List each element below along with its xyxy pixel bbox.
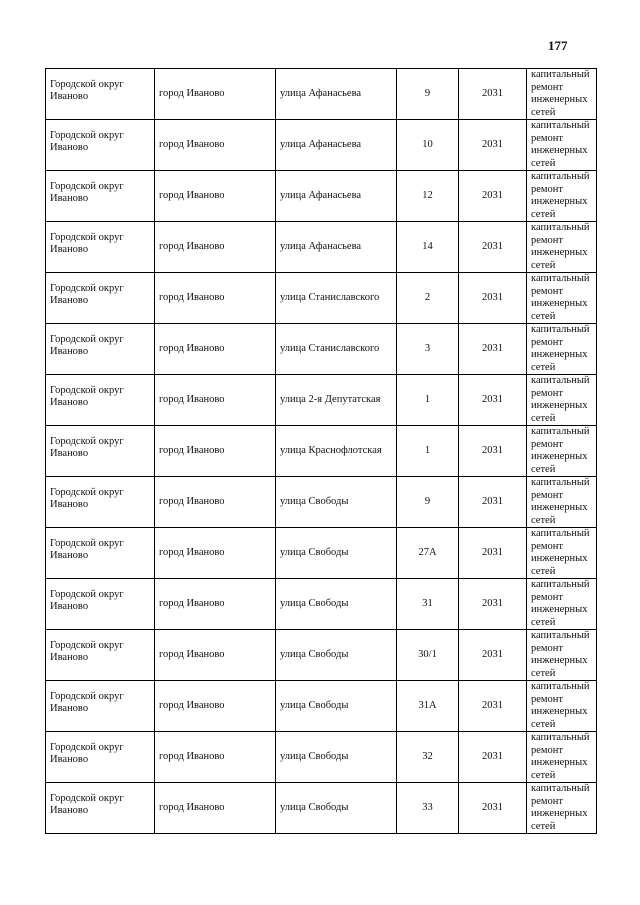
work-type-cell [527, 273, 597, 324]
municipality-cell [46, 528, 155, 579]
settlement-cell-text: город Иваново [159, 546, 225, 558]
municipality-cell-text: Городской округ Иваново [50, 333, 124, 357]
table-row [46, 579, 597, 630]
house-number-cell-text: 9 [424, 495, 431, 507]
table-row [46, 477, 597, 528]
house-number-cell [397, 324, 459, 375]
street-cell-text: улица Краснофлотская [280, 444, 382, 456]
street-cell [276, 69, 397, 120]
work-type-cell-text: капитальный ремонт инженерных сетей [531, 783, 590, 832]
settlement-cell [155, 528, 276, 579]
street-cell [276, 630, 397, 681]
municipality-cell-text: Городской округ Иваново [50, 792, 124, 816]
settlement-cell-text: город Иваново [159, 240, 225, 252]
settlement-cell-text: город Иваново [159, 648, 225, 660]
work-type-cell-text: капитальный ремонт инженерных сетей [531, 681, 590, 730]
year-cell-text: 2031 [482, 648, 503, 660]
table-row [46, 120, 597, 171]
year-cell-text: 2031 [482, 750, 503, 762]
work-type-cell-text: капитальный ремонт инженерных сетей [531, 477, 590, 526]
table-row [46, 732, 597, 783]
table-row [46, 171, 597, 222]
year-cell [459, 528, 527, 579]
table-row [46, 69, 597, 120]
house-number-cell-text: 14 [422, 240, 433, 252]
house-number-cell-text: 1 [424, 444, 431, 456]
work-type-cell-text: капитальный ремонт инженерных сетей [531, 324, 590, 373]
table-row [46, 375, 597, 426]
settlement-cell [155, 681, 276, 732]
work-type-cell-text: капитальный ремонт инженерных сетей [531, 426, 590, 475]
year-cell-text: 2031 [482, 138, 503, 150]
street-cell-text: улица Свободы [280, 801, 349, 813]
street-cell [276, 528, 397, 579]
work-type-cell [527, 528, 597, 579]
work-type-cell-text: капитальный ремонт инженерных сетей [531, 375, 590, 424]
house-number-cell-text: 10 [422, 138, 433, 150]
work-type-cell-text: капитальный ремонт инженерных сетей [531, 171, 590, 220]
settlement-cell-text: город Иваново [159, 393, 225, 405]
street-cell [276, 222, 397, 273]
table-row [46, 426, 597, 477]
settlement-cell [155, 783, 276, 834]
settlement-cell [155, 477, 276, 528]
work-type-cell-text: капитальный ремонт инженерных сетей [531, 273, 590, 322]
house-number-cell-text: 3 [424, 342, 431, 354]
settlement-cell-text: город Иваново [159, 495, 225, 507]
street-cell [276, 171, 397, 222]
street-cell-text: улица Свободы [280, 750, 349, 762]
municipality-cell [46, 732, 155, 783]
work-type-cell-text: капитальный ремонт инженерных сетей [531, 579, 590, 628]
house-number-cell [397, 426, 459, 477]
year-cell [459, 732, 527, 783]
settlement-cell [155, 630, 276, 681]
year-cell [459, 630, 527, 681]
street-cell-text: улица Афанасьева [280, 138, 362, 150]
year-cell [459, 477, 527, 528]
work-type-cell [527, 222, 597, 273]
work-type-cell [527, 69, 597, 120]
page-number: 177 [548, 38, 568, 53]
municipality-cell [46, 69, 155, 120]
street-cell-text: улица Афанасьева [280, 240, 362, 252]
street-cell-text: улица Свободы [280, 546, 349, 558]
year-cell-text: 2031 [482, 87, 503, 99]
street-cell [276, 273, 397, 324]
street-cell-text: улица Свободы [280, 495, 349, 507]
work-type-cell [527, 171, 597, 222]
municipality-cell-text: Городской округ Иваново [50, 282, 124, 306]
municipality-cell-text: Городской округ Иваново [50, 231, 124, 255]
municipality-cell [46, 783, 155, 834]
house-number-cell-text: 12 [422, 189, 433, 201]
year-cell-text: 2031 [482, 699, 503, 711]
table-row [46, 681, 597, 732]
house-number-cell-text: 31А [418, 699, 437, 711]
municipality-cell [46, 324, 155, 375]
work-type-cell [527, 732, 597, 783]
house-number-cell-text: 27А [418, 546, 437, 558]
table-row [46, 324, 597, 375]
house-number-cell-text: 30/1 [418, 648, 437, 660]
municipality-cell [46, 579, 155, 630]
municipality-cell-text: Городской округ Иваново [50, 180, 124, 204]
house-number-cell [397, 783, 459, 834]
table-body [46, 69, 597, 834]
house-number-cell-text: 32 [422, 750, 433, 762]
repair-schedule-table [45, 68, 597, 834]
work-type-cell [527, 426, 597, 477]
street-cell [276, 579, 397, 630]
house-number-cell-text: 1 [424, 393, 431, 405]
year-cell-text: 2031 [482, 801, 503, 813]
house-number-cell [397, 579, 459, 630]
year-cell [459, 324, 527, 375]
house-number-cell [397, 171, 459, 222]
municipality-cell [46, 375, 155, 426]
settlement-cell [155, 579, 276, 630]
municipality-cell-text: Городской округ Иваново [50, 690, 124, 714]
work-type-cell-text: капитальный ремонт инженерных сетей [531, 528, 590, 577]
municipality-cell [46, 477, 155, 528]
work-type-cell-text: капитальный ремонт инженерных сетей [531, 630, 590, 679]
year-cell [459, 120, 527, 171]
year-cell-text: 2031 [482, 189, 503, 201]
house-number-cell [397, 222, 459, 273]
year-cell [459, 222, 527, 273]
year-cell-text: 2031 [482, 393, 503, 405]
work-type-cell [527, 630, 597, 681]
settlement-cell [155, 120, 276, 171]
street-cell-text: улица Афанасьева [280, 189, 362, 201]
settlement-cell [155, 273, 276, 324]
settlement-cell-text: город Иваново [159, 87, 225, 99]
settlement-cell-text: город Иваново [159, 291, 225, 303]
settlement-cell [155, 375, 276, 426]
settlement-cell [155, 222, 276, 273]
municipality-cell [46, 426, 155, 477]
house-number-cell [397, 69, 459, 120]
street-cell [276, 120, 397, 171]
street-cell [276, 375, 397, 426]
street-cell-text: улица Свободы [280, 699, 349, 711]
house-number-cell [397, 732, 459, 783]
municipality-cell-text: Городской округ Иваново [50, 537, 124, 561]
work-type-cell-text: капитальный ремонт инженерных сетей [531, 222, 590, 271]
house-number-cell-text: 31 [422, 597, 433, 609]
settlement-cell [155, 171, 276, 222]
municipality-cell-text: Городской округ Иваново [50, 639, 124, 663]
street-cell-text: улица Свободы [280, 648, 349, 660]
year-cell [459, 783, 527, 834]
street-cell [276, 426, 397, 477]
house-number-cell [397, 477, 459, 528]
work-type-cell [527, 324, 597, 375]
settlement-cell-text: город Иваново [159, 699, 225, 711]
work-type-cell-text: капитальный ремонт инженерных сетей [531, 732, 590, 781]
settlement-cell-text: город Иваново [159, 342, 225, 354]
year-cell [459, 579, 527, 630]
table-row [46, 783, 597, 834]
settlement-cell [155, 69, 276, 120]
municipality-cell [46, 120, 155, 171]
table-row [46, 273, 597, 324]
street-cell-text: улица Станиславского [280, 342, 380, 354]
year-cell-text: 2031 [482, 495, 503, 507]
street-cell-text: улица Афанасьева [280, 87, 362, 99]
house-number-cell [397, 528, 459, 579]
work-type-cell [527, 120, 597, 171]
work-type-cell [527, 579, 597, 630]
municipality-cell [46, 273, 155, 324]
municipality-cell-text: Городской округ Иваново [50, 588, 124, 612]
house-number-cell-text: 33 [422, 801, 433, 813]
table-row [46, 222, 597, 273]
settlement-cell-text: город Иваново [159, 444, 225, 456]
street-cell [276, 681, 397, 732]
work-type-cell [527, 375, 597, 426]
municipality-cell [46, 630, 155, 681]
work-type-cell [527, 783, 597, 834]
settlement-cell-text: город Иваново [159, 801, 225, 813]
municipality-cell [46, 222, 155, 273]
street-cell-text: улица 2-я Депутатская [280, 393, 381, 405]
house-number-cell-text: 9 [424, 87, 431, 99]
work-type-cell [527, 477, 597, 528]
municipality-cell [46, 171, 155, 222]
year-cell-text: 2031 [482, 240, 503, 252]
house-number-cell [397, 375, 459, 426]
table-row [46, 528, 597, 579]
work-type-cell [527, 681, 597, 732]
year-cell-text: 2031 [482, 342, 503, 354]
year-cell [459, 426, 527, 477]
year-cell [459, 69, 527, 120]
municipality-cell-text: Городской округ Иваново [50, 435, 124, 459]
year-cell [459, 171, 527, 222]
municipality-cell-text: Городской округ Иваново [50, 384, 124, 408]
street-cell [276, 783, 397, 834]
year-cell [459, 681, 527, 732]
settlement-cell-text: город Иваново [159, 750, 225, 762]
year-cell-text: 2031 [482, 291, 503, 303]
year-cell-text: 2031 [482, 444, 503, 456]
work-type-cell-text: капитальный ремонт инженерных сетей [531, 69, 590, 118]
year-cell [459, 273, 527, 324]
street-cell [276, 477, 397, 528]
year-cell-text: 2031 [482, 597, 503, 609]
settlement-cell [155, 732, 276, 783]
year-cell [459, 375, 527, 426]
settlement-cell-text: город Иваново [159, 597, 225, 609]
house-number-cell-text: 2 [424, 291, 431, 303]
settlement-cell [155, 324, 276, 375]
municipality-cell-text: Городской округ Иваново [50, 78, 124, 102]
house-number-cell [397, 120, 459, 171]
house-number-cell [397, 630, 459, 681]
settlement-cell-text: город Иваново [159, 189, 225, 201]
street-cell [276, 732, 397, 783]
municipality-cell-text: Городской округ Иваново [50, 486, 124, 510]
year-cell-text: 2031 [482, 546, 503, 558]
street-cell [276, 324, 397, 375]
municipality-cell-text: Городской округ Иваново [50, 741, 124, 765]
house-number-cell [397, 681, 459, 732]
street-cell-text: улица Свободы [280, 597, 349, 609]
settlement-cell-text: город Иваново [159, 138, 225, 150]
street-cell-text: улица Станиславского [280, 291, 380, 303]
municipality-cell-text: Городской округ Иваново [50, 129, 124, 153]
house-number-cell [397, 273, 459, 324]
table-row [46, 630, 597, 681]
work-type-cell-text: капитальный ремонт инженерных сетей [531, 120, 590, 169]
municipality-cell [46, 681, 155, 732]
settlement-cell [155, 426, 276, 477]
